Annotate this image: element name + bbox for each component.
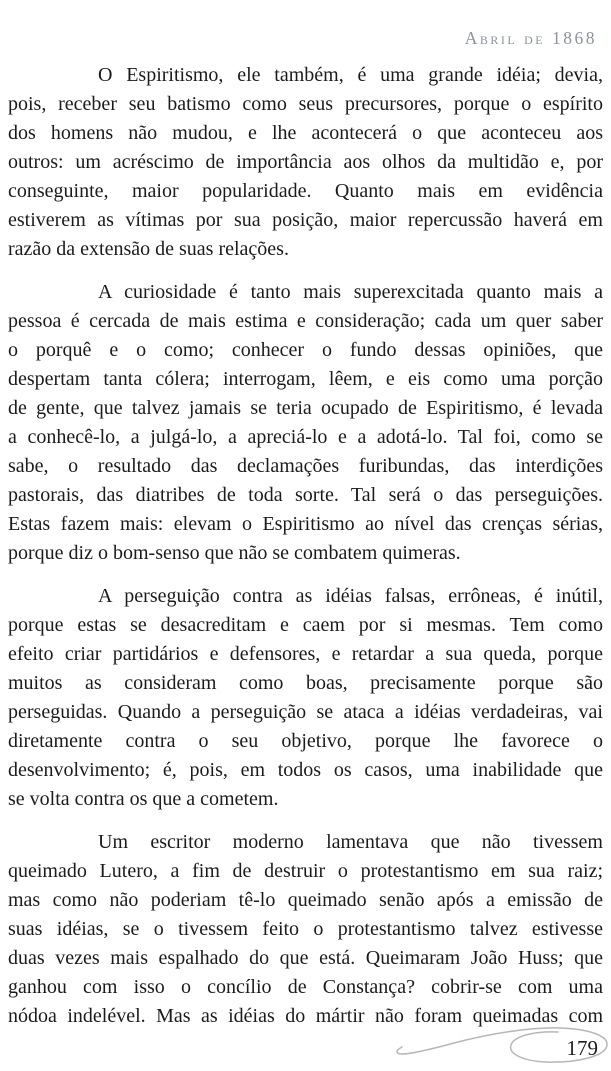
text-line: outros: um acréscimo de importância aos olhos da multidão e, por: [8, 151, 603, 173]
text-line: O Espiritismo, ele também, é uma grande idéia; devia,: [98, 64, 603, 86]
text-line: dos homens não mudou, e lhe acontecerá o que aconteceu aos: [8, 122, 603, 144]
text-line: conseguinte, maior popularidade. Quanto mais em evidência: [8, 180, 603, 202]
text-line: sabe, o resultado das declamações furibundas, das interdições: [8, 455, 603, 477]
text-line: despertam tanta cólera; interrogam, lêem, e eis como uma porção: [8, 368, 603, 390]
text-line: o porquê e o como; conhecer o fundo dessas opiniões, que: [8, 339, 603, 361]
text-line: A perseguição contra as idéias falsas, errôneas, é inútil,: [98, 585, 603, 607]
text-line: de gente, que talvez jamais se teria ocupado de Espiritismo, é levada: [8, 397, 603, 419]
paragraph: [8, 61, 603, 264]
text-line: mas como não poderiam tê-lo queimado senão após a emissão de: [8, 889, 603, 911]
text-line: se volta contra os que a cometem.: [8, 788, 279, 810]
text-line: a conhecê-lo, a julgá-lo, a apreciá-lo e a adotá-lo. Tal foi, como se: [8, 426, 603, 448]
text-line: duas vezes mais espalhado do que está. Queimaram João Huss; que: [8, 947, 603, 969]
text-line: Estas fazem mais: elevam o Espiritismo ao nível das crenças sérias,: [8, 513, 603, 535]
text-line: diretamente contra o seu objetivo, porque lhe favorece o: [8, 730, 603, 752]
text-line: pastorais, das diatribes de toda sorte. Tal será o das perseguições.: [8, 484, 603, 506]
text-line: Um escritor moderno lamentava que não tivessem: [98, 831, 603, 853]
text-line: pois, receber seu batismo como seus precursores, porque o espírito: [8, 93, 603, 115]
paragraph: [8, 582, 603, 814]
text-line: muitos as consideram como boas, precisamente porque são: [8, 672, 603, 694]
text-line: suas idéias, se o tivessem feito o protestantismo talvez estivesse: [8, 918, 603, 940]
text-line: pessoa é cercada de mais estima e consideração; cada um quer saber: [8, 310, 603, 332]
paragraph: [8, 278, 603, 568]
text-line: desenvolvimento; é, pois, em todos os casos, uma inabilidade que: [8, 759, 603, 781]
text-line: nódoa indelével. Mas as idéias do mártir não foram queimadas com: [8, 1005, 603, 1027]
text-line: porque estas se desacreditam e caem por si mesmas. Tem como: [8, 614, 603, 636]
body-text: [8, 61, 603, 1045]
text-line: queimado Lutero, a fim de destruir o protestantismo em sua raiz;: [8, 860, 603, 882]
text-line: estiverem as vítimas por sua posição, maior repercussão haverá em: [8, 209, 603, 231]
paragraph: [8, 828, 603, 1031]
text-line: ganhou com isso o concílio de Constança? cobrir-se com uma: [8, 976, 603, 998]
text-line: razão da extensão de suas relações.: [8, 238, 289, 260]
page-number: 179: [566, 1036, 598, 1060]
text-line: A curiosidade é tanto mais superexcitada quanto mais a: [98, 281, 603, 303]
text-line: efeito criar partidários e defensores, e retardar a sua queda, porque: [8, 643, 603, 665]
text-line: porque diz o bom-senso que não se combatem quimeras.: [8, 542, 461, 564]
running-head: [465, 28, 597, 49]
text-line: perseguidas. Quando a perseguição se ataca a idéias verdadeiras, vai: [8, 701, 603, 723]
running-head-date: Abril de 1868: [464, 28, 597, 48]
